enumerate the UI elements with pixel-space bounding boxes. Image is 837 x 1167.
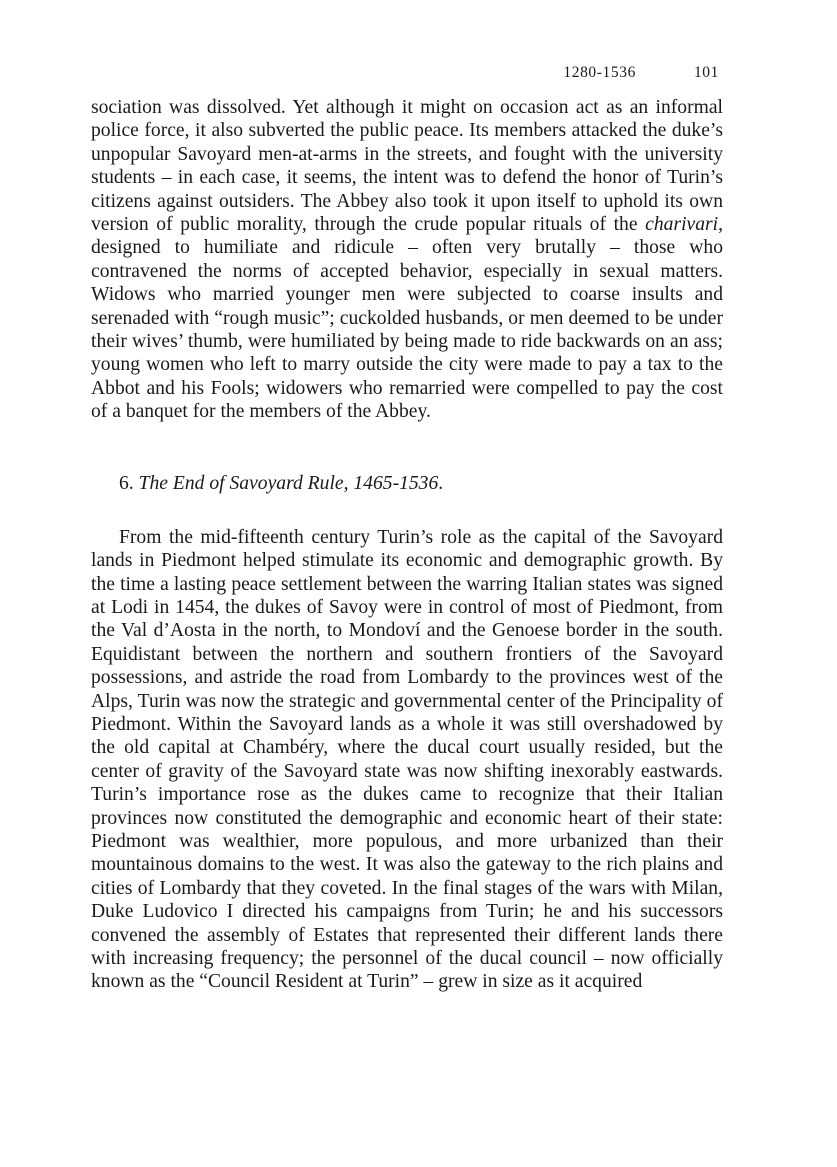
paragraph-abbey-morality [91, 96, 723, 424]
running-head-date-range: 1280-1536 [563, 64, 636, 81]
italic-term-charivari: charivari [645, 214, 719, 236]
section-number: 6. [119, 472, 134, 494]
paragraph-text: , designed to humiliate and ridicule – often very brutally – those who contravened the norms of accepted behavior, especially in sexual matters. Widows who married younger men were subjected to coarse insults and serenaded with “rough music”; cuckolded husbands, or men deemed to be under their wives’ thumb, were humiliated by being made to ride backwards on an ass; young women who left to marry outside the city were made to pay a tax to the Abbot and his Fools; widowers who remarried were compelled to pay the cost of a banquet for the members of the Abbey. [91, 214, 723, 423]
section-title: The End of Savoyard Rule, 1465-1536 [138, 472, 439, 494]
section-heading [119, 472, 723, 496]
book-page [91, 64, 723, 994]
section-title-end-mark: . [438, 472, 444, 494]
running-head [91, 64, 723, 84]
paragraph-text: sociation was dissolved. Yet although it might on occasion act as an informal police force, it also subverted the public peace. Its members attacked the duke’s unpopular Savoyard men-at-arms in the streets, and fought with the university students – in each case, it seems, the intent was to defend the honor of Turin’s citizens against outsiders. The Abbey also took it upon itself to uphold its own version of public morality, through the crude popular rituals of the [91, 97, 723, 236]
paragraph-turin-capital: From the mid-fifteenth century Turin’s role as the capital of the Savoyard lands in Piedmont helped stimulate its economic and demographic growth. By the time a lasting peace settlement between the warring Italian states was signed at Lodi in 1454, the dukes of Savoy were in control of most of Piedmont, from the Val d’Aosta in the north, to Mondoví and the Genoese border in the south. Equidistant between the northern and southern frontiers of the Savoyard possessions, and astride the road from Lombardy to the provinces west of the Alps, Turin was now the strategic and governmental center of the Principality of Piedmont. Within the Savoyard lands as a whole it was still overshadowed by the old capital at Chambéry, where the ducal court usually resided, but the center of gravity of the Savoyard state was now shifting inexorably eastwards. Turin’s importance rose as the dukes came to recognize that their Italian provinces now constituted the demographic and economic heart of their state: Piedmont was wealthier, more populous, and more urbanized than their mountainous domains to the west. It was also the gateway to the rich plains and cities of Lombardy that they coveted. In the final stages of the wars with Milan, Duke Ludovico I directed his campaigns from Turin; he and his successors convened the assembly of Estates that represented their different lands there with increasing frequency; the personnel of the ducal council – now officially known as the “Council Resident at Turin” – grew in size as it acquired [91, 526, 723, 993]
page-number: 101 [693, 64, 719, 81]
